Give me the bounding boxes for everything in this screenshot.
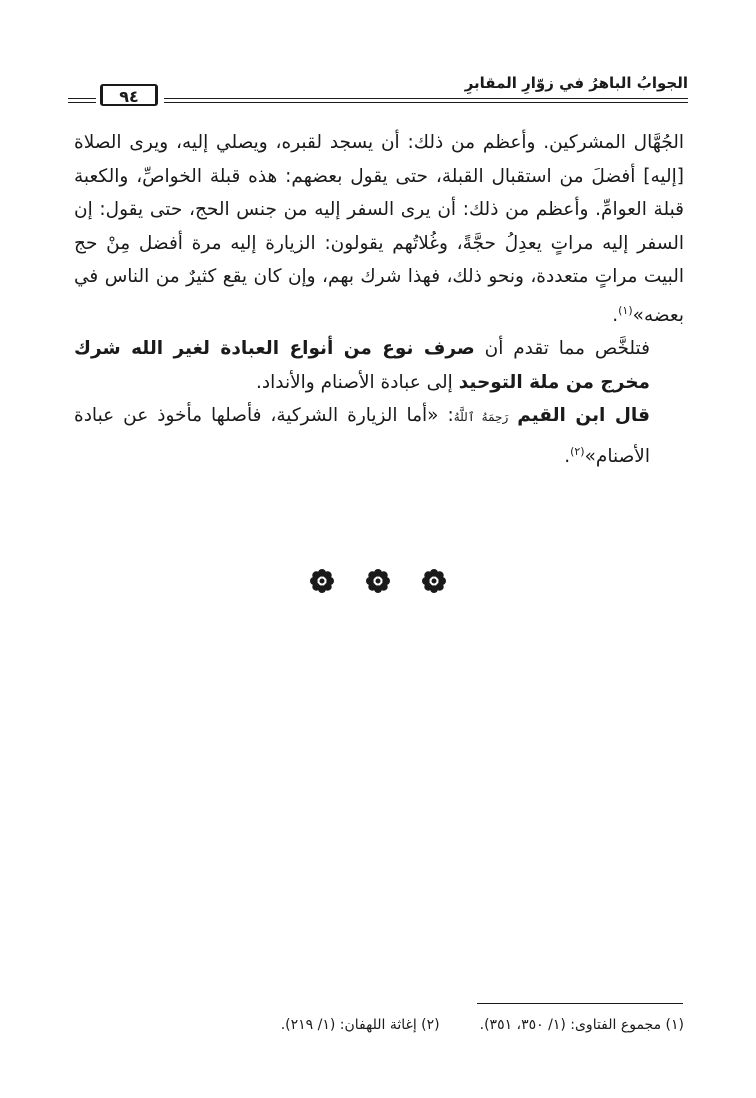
paragraph-3-bold: قال ابن القيم: [517, 405, 650, 427]
footnote-1: (١) مجموع الفتاوى: (١/ ٣٥٠، ٣٥١).: [479, 1017, 684, 1033]
flower-ornament-icon: [310, 569, 334, 593]
paragraph-2-tail: إلى عبادة الأصنام والأنداد.: [255, 371, 453, 393]
paragraph-2-bold: صرف نوع من أنواع العبادة لغير الله شرك مخرج من ملة التوحيد: [74, 338, 650, 393]
footnotes: [120, 1012, 684, 1038]
paragraph-3: [74, 399, 684, 473]
running-title: الجوابُ الباهرُ في زوّارِ المقابرِ: [464, 74, 688, 92]
footnote-separator: [477, 1003, 683, 1004]
paragraph-3-quote: : «أما الزيارة الشركية، فأصلها مأخوذ عن عبادة الأصنام»: [74, 405, 650, 467]
paragraph-3-end: .: [564, 445, 571, 467]
main-text: [74, 126, 684, 473]
paragraph-1-end: .: [612, 304, 619, 326]
flower-ornament-icon: [422, 569, 446, 593]
header-rule: [68, 102, 96, 103]
honorific: رَحِمَهُ ٱللَّهُ: [453, 410, 509, 425]
paragraph-2-lead: فتلخَّص مما تقدم أن: [484, 338, 650, 360]
header-rule: [164, 102, 688, 103]
page-number: ٩٤: [100, 84, 158, 106]
footnote-ref-1: (١): [618, 303, 633, 317]
paragraph-1: [74, 126, 684, 332]
paragraph-2: [74, 332, 684, 399]
flower-ornament-icon: [366, 569, 390, 593]
header-rule: [68, 98, 96, 99]
footnote-2: (٢) إغاثة اللهفان: (١/ ٢١٩).: [280, 1017, 440, 1033]
page-header: [68, 70, 688, 110]
paragraph-1-text: الجُهَّال المشركين. وأعظم من ذلك: أن يسجد لقبره، ويصلي إليه، ويرى الصلاة [إليه] أفضلَ من استقبال القبلة، حتى يقول بعضهم: هذه قبلة الخواصِّ، والكعبة قبلة العوامِّ. وأعظم من ذلك: أن يرى السفر إليه من جنس الحج، حتى يقول: إن السفر إليه مراتٍ يعدِلُ حجَّةً، وغُلاتُهم يقولون: الزيارة إليه مرة أفضل مِنْ حج البيت مراتٍ متعددة، ونحو ذلك، فهذا شرك بهم، وإن كان يقع كثيرٌ من الناس في بعضه»: [74, 132, 684, 326]
footnote-ref-2: (٢): [570, 444, 585, 458]
header-rule: [164, 98, 688, 99]
section-ornaments: [310, 566, 446, 596]
